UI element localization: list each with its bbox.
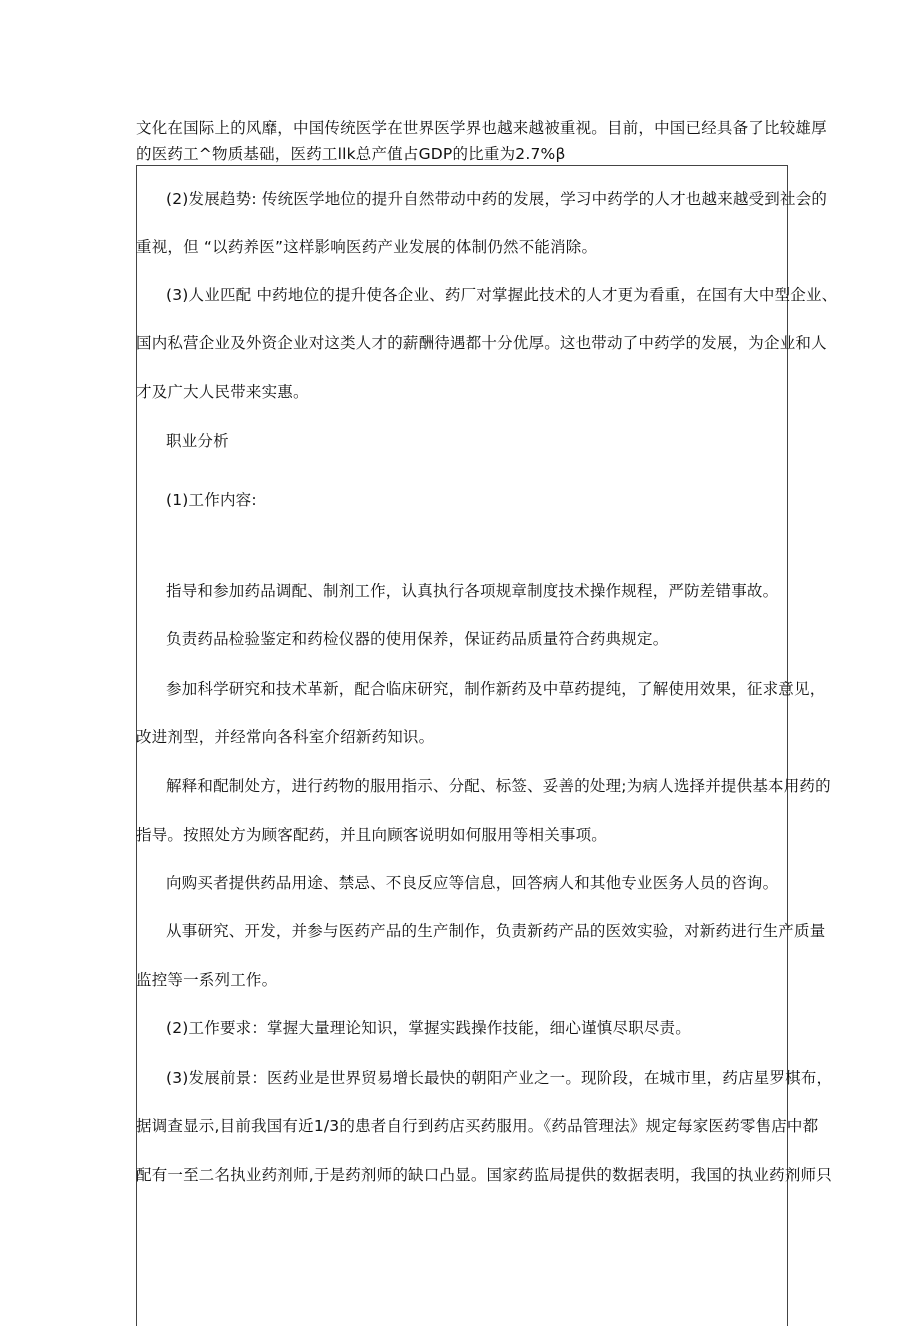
duty-4-line-2: 指导。按照处方为顾客配药，并且向顾客说明如何服用等相关事项。 [136,826,608,844]
requirements: (2)工作要求：掌握大量理论知识，掌握实践操作技能，细心谨慎尽职尽责。 [166,1019,691,1037]
duty-4-line-1: 解释和配制处方，进行药物的服用指示、分配、标签、妥善的处理;为病人选择并提供基本用药的 [166,777,831,795]
intro-line-1: 文化在国际上的风靡，中国传统医学在世界医学界也越来越被重视。目前，中国已经具备了比较雄厚 [136,119,827,137]
duty-3-line-1: 参加科学研究和技术革新，配合临床研究，制作新药及中草药提纯，了解使用效果，征求意见， [166,680,826,698]
trend-line-2: 重视，但 “以药养医”这样影响医药产业发展的体制仍然不能消除。 [136,238,598,256]
match-line-2: 国内私营企业及外资企业对这类人才的薪酬待遇都十分优厚。这也带动了中药学的发展，为企业和人 [136,334,827,352]
intro-line-2: 的医药工^物质基础，医药工llk总产值占GDP的比重为2.7%β [136,145,566,163]
prospect-line-3: 配有一至二名执业药剂师,于是药剂师的缺口凸显。国家药监局提供的数据表明，我国的执业药剂师只 [136,1166,832,1184]
duty-1: 指导和参加药品调配、制剂工作，认真执行各项规章制度技术操作规程，严防差错事故。 [166,582,779,600]
duty-5: 向购买者提供药品用途、禁忌、不良反应等信息，回答病人和其他专业医务人员的咨询。 [166,874,779,892]
trend-line-1: (2)发展趋势: 传统医学地位的提升自然带动中药的发展，学习中药学的人才也越来越受到社会的 [166,190,828,208]
duty-3-line-2: 改进剂型，并经常向各科室介绍新药知识。 [136,728,435,746]
duty-2: 负责药品检验鉴定和药检仪器的使用保养，保证药品质量符合药典规定。 [166,630,669,648]
duty-6-line-2: 监控等一系列工作。 [136,971,278,989]
match-line-1: (3)人业匹配 中药地位的提升使各企业、药厂对掌握此技术的人才更为看重，在国有大中型企业、 [166,286,838,304]
prospect-line-2: 据调查显示,目前我国有近1/3的患者自行到药店买药服用。《药品管理法》规定每家医药零售店中都 [136,1117,819,1135]
match-line-3: 才及广大人民带来实惠。 [136,383,309,401]
prospect-line-1: (3)发展前景：医药业是世界贸易增长最快的朝阳产业之一。现阶段，在城市里，药店星罗棋布， [166,1069,833,1087]
section-title: 职业分析 [166,432,229,450]
duty-6-line-1: 从事研究、开发，并参与医药产品的生产制作，负责新药产品的医效实验，对新药进行生产质量 [166,922,826,940]
work-content-title: (1)工作内容: [166,491,257,509]
